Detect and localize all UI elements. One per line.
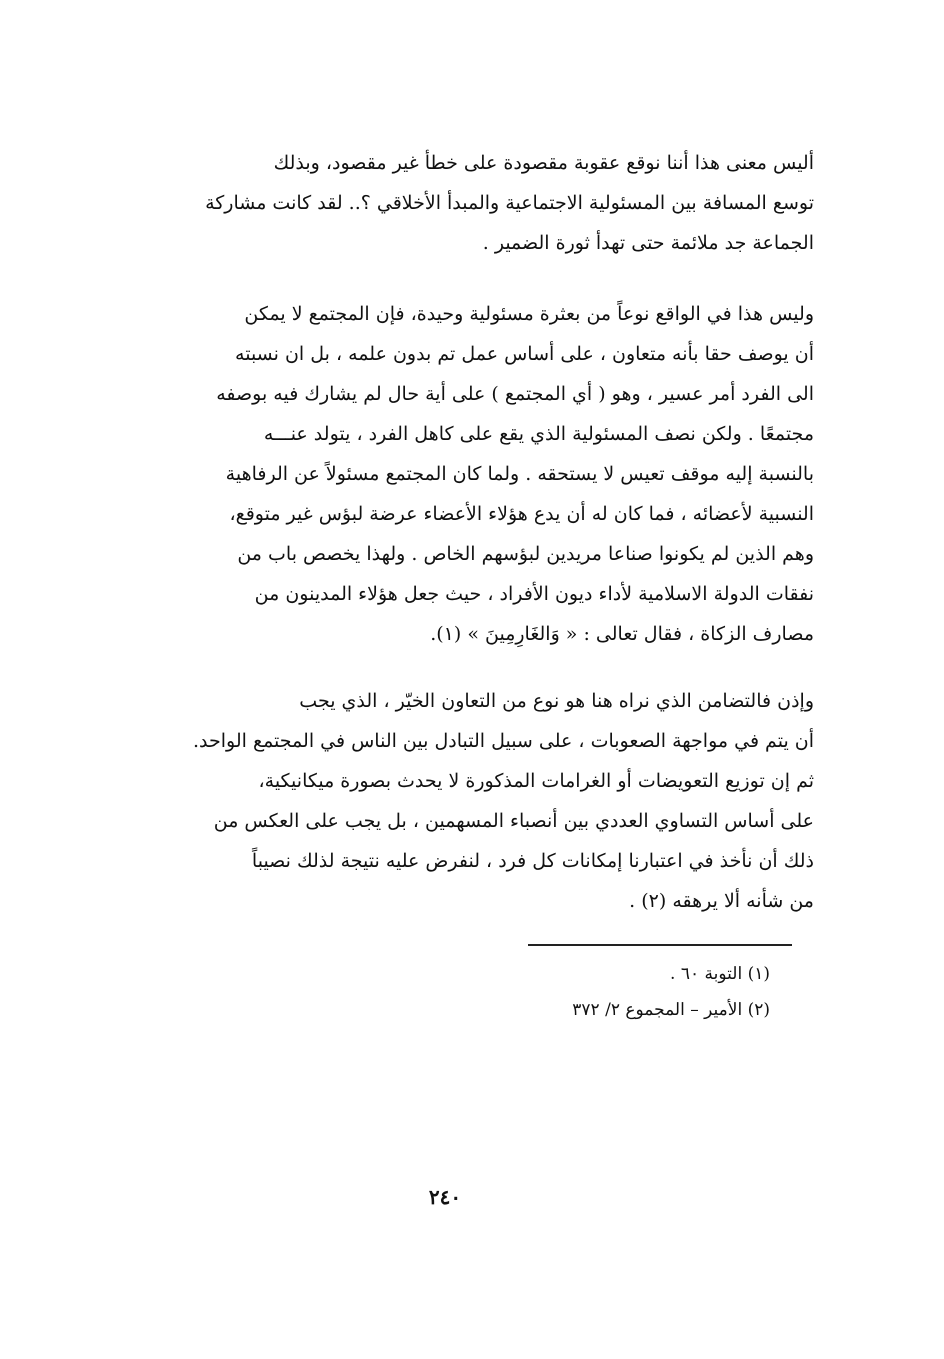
page-number: ٢٤٠ xyxy=(428,1185,462,1209)
paragraph-line: أن يتم في مواجهة الصعوبات ، على سبيل التبادل بين الناس في المجتمع الواحد. xyxy=(193,730,814,752)
paragraph-3 xyxy=(128,681,814,921)
paragraph-line: وإذن فالتضامن الذي نراه هنا هو نوع من التعاون الخيّر ، الذي يجب xyxy=(299,690,814,712)
paragraph-line: من شأنه ألا يرهقه (٢) . xyxy=(629,890,814,912)
footnote-1: (١) التوبة ٦٠ . xyxy=(670,964,770,984)
paragraph-line: أليس معنى هذا أننا نوقع عقوبة مقصودة على خطأ غير مقصود، وبذلك xyxy=(273,152,814,174)
paragraph-line: على أساس التساوي العددي بين أنصباء المسهمين ، بل يجب على العكس من xyxy=(213,810,814,832)
footnotes xyxy=(480,956,770,1028)
footnote-separator xyxy=(528,944,792,946)
paragraph-line: ثم إن توزيع التعويضات أو الغرامات المذكورة لا يحدث بصورة ميكانيكية، xyxy=(258,770,814,792)
paragraph-line: مجتمعًا . ولكن نصف المسئولية الذي يقع على كاهل الفرد ، يتولد عنـــه xyxy=(263,423,814,445)
paragraph-line: بالنسبة إليه موقف تعيس لا يستحقه . ولما كان المجتمع مسئولاً عن الرفاهية xyxy=(225,463,814,485)
paragraph-2 xyxy=(128,294,814,654)
footnote-2: (٢) الأمير – المجموع ٢/ ٣٧٢ xyxy=(572,1000,770,1020)
paragraph-line: وليس هذا في الواقع نوعاً من بعثرة مسئولية وحيدة، فإن المجتمع لا يمكن xyxy=(244,303,814,325)
paragraph-line: نفقات الدولة الاسلامية لأداء ديون الأفراد ، حيث جعل هؤلاء المدينون من xyxy=(254,583,814,605)
paragraph-line: وهم الذين لم يكونوا صناعا مريدين لبؤسهم الخاص . ولهذا يخصص باب من xyxy=(237,543,814,565)
paragraph-line: الى الفرد أمر عسير ، وهو ( أي المجتمع ) على أية حال لم يشارك فيه بوصفه xyxy=(216,383,814,405)
paragraph-line: ذلك أن نأخذ في اعتبارنا إمكانات كل فرد ، لنفرض عليه نتيجة لذلك نصيباً xyxy=(251,850,814,872)
paragraph-line: النسبية لأعضائه ، فما كان له أن يدع هؤلاء الأعضاء عرضة لبؤس غير متوقع، xyxy=(229,503,814,525)
paragraph-line: أن يوصف حقا بأنه متعاون ، على أساس عمل تم بدون علمه ، بل ان نسبته xyxy=(235,343,814,365)
paragraph-line: مصارف الزكاة ، فقال تعالى : « وَالغَارِمِينَ » (١). xyxy=(430,623,814,645)
paragraph-1 xyxy=(128,143,814,263)
paragraph-line: الجماعة جد ملائمة حتى تهدأ ثورة الضمير . xyxy=(482,232,814,254)
paragraph-line: توسع المسافة بين المسئولية الاجتماعية والمبدأ الأخلاقي ؟.. لقد كانت مشاركة xyxy=(205,192,814,214)
